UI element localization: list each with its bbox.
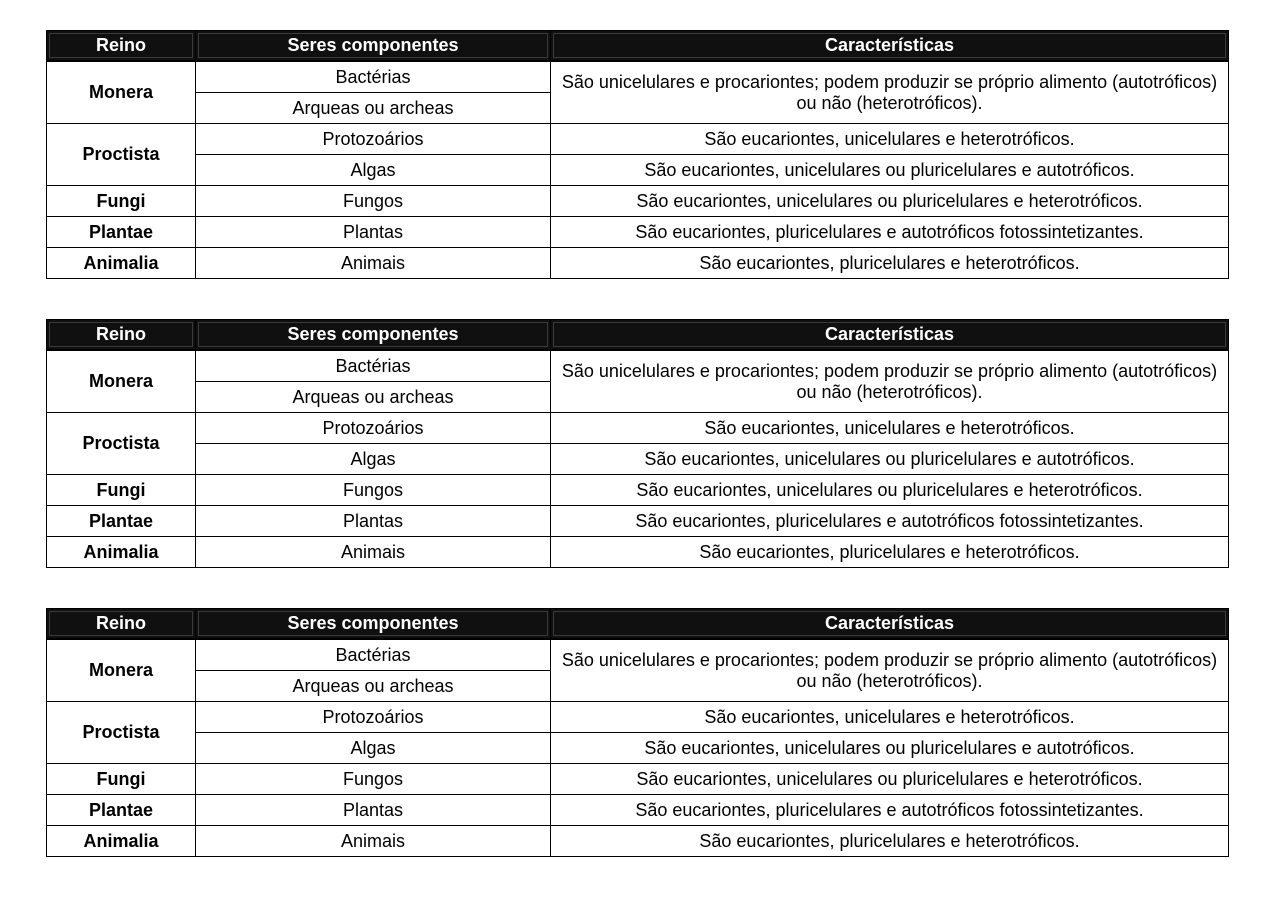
- caracteristicas-cell: São eucariontes, unicelulares e heterotróficos.: [551, 702, 1229, 733]
- seres-cell: Protozoários: [196, 702, 551, 733]
- caracteristicas-cell: São eucariontes, unicelulares ou pluricelulares e autotróficos.: [551, 733, 1229, 764]
- seres-cell: Arqueas ou archeas: [196, 93, 551, 124]
- caracteristicas-cell: São unicelulares e procariontes; podem produzir se próprio alimento (autotróficos) ou não (heterotróficos).: [551, 350, 1229, 413]
- seres-cell: Plantas: [196, 217, 551, 248]
- table-row: [47, 350, 1229, 382]
- reino-cell-fungi: Fungi: [47, 186, 196, 217]
- table-row: [47, 124, 1229, 155]
- kingdoms-table-3: [46, 608, 1229, 857]
- table-row: [47, 217, 1229, 248]
- seres-cell: Algas: [196, 733, 551, 764]
- header-reino: Reino: [47, 31, 196, 62]
- caracteristicas-cell: São eucariontes, unicelulares ou pluricelulares e heterotróficos.: [551, 475, 1229, 506]
- header-seres-componentes: Seres componentes: [196, 31, 551, 62]
- seres-cell: Algas: [196, 444, 551, 475]
- reino-cell-plantae: Plantae: [47, 506, 196, 537]
- table-row: [47, 702, 1229, 733]
- header-caracteristicas: Características: [551, 320, 1229, 351]
- seres-cell: Animais: [196, 248, 551, 279]
- caracteristicas-cell: São eucariontes, pluricelulares e heterotróficos.: [551, 248, 1229, 279]
- caracteristicas-cell: São eucariontes, unicelulares e heterotróficos.: [551, 413, 1229, 444]
- table-row: [47, 475, 1229, 506]
- caracteristicas-cell: São eucariontes, unicelulares ou pluricelulares e heterotróficos.: [551, 186, 1229, 217]
- seres-cell: Arqueas ou archeas: [196, 382, 551, 413]
- seres-cell: Plantas: [196, 795, 551, 826]
- caracteristicas-cell: São eucariontes, pluricelulares e autotróficos fotossintetizantes.: [551, 795, 1229, 826]
- kingdoms-table-1: [46, 30, 1229, 279]
- seres-cell: Fungos: [196, 186, 551, 217]
- table-row: [47, 155, 1229, 186]
- reino-cell-plantae: Plantae: [47, 795, 196, 826]
- table-row: [47, 639, 1229, 671]
- reino-cell-plantae: Plantae: [47, 217, 196, 248]
- seres-cell: Arqueas ou archeas: [196, 671, 551, 702]
- reino-cell-monera: Monera: [47, 350, 196, 413]
- table-row: [47, 186, 1229, 217]
- seres-cell: Fungos: [196, 475, 551, 506]
- header-reino: Reino: [47, 320, 196, 351]
- header-row: [47, 320, 1229, 351]
- reino-cell-monera: Monera: [47, 61, 196, 124]
- seres-cell: Animais: [196, 826, 551, 857]
- seres-cell: Fungos: [196, 764, 551, 795]
- reino-cell-proctista: Proctista: [47, 413, 196, 475]
- caracteristicas-cell: São eucariontes, unicelulares e heterotróficos.: [551, 124, 1229, 155]
- kingdoms-table-2: [46, 319, 1229, 568]
- reino-cell-proctista: Proctista: [47, 702, 196, 764]
- caracteristicas-cell: São eucariontes, unicelulares ou pluricelulares e autotróficos.: [551, 155, 1229, 186]
- caracteristicas-cell: São unicelulares e procariontes; podem produzir se próprio alimento (autotróficos) ou não (heterotróficos).: [551, 61, 1229, 124]
- table-row: [47, 795, 1229, 826]
- seres-cell: Plantas: [196, 506, 551, 537]
- caracteristicas-cell: São eucariontes, unicelulares ou pluricelulares e autotróficos.: [551, 444, 1229, 475]
- header-reino: Reino: [47, 609, 196, 640]
- table-row: [47, 248, 1229, 279]
- caracteristicas-cell: São eucariontes, pluricelulares e autotróficos fotossintetizantes.: [551, 217, 1229, 248]
- table-row: [47, 733, 1229, 764]
- table-row: [47, 61, 1229, 93]
- reino-cell-animalia: Animalia: [47, 248, 196, 279]
- caracteristicas-cell: São eucariontes, pluricelulares e heterotróficos.: [551, 826, 1229, 857]
- reino-cell-fungi: Fungi: [47, 764, 196, 795]
- seres-cell: Protozoários: [196, 413, 551, 444]
- header-caracteristicas: Características: [551, 609, 1229, 640]
- table-row: [47, 826, 1229, 857]
- reino-cell-monera: Monera: [47, 639, 196, 702]
- caracteristicas-cell: São unicelulares e procariontes; podem produzir se próprio alimento (autotróficos) ou não (heterotróficos).: [551, 639, 1229, 702]
- header-seres-componentes: Seres componentes: [196, 320, 551, 351]
- caracteristicas-cell: São eucariontes, pluricelulares e autotróficos fotossintetizantes.: [551, 506, 1229, 537]
- table-row: [47, 537, 1229, 568]
- header-row: [47, 31, 1229, 62]
- table-row: [47, 413, 1229, 444]
- caracteristicas-cell: São eucariontes, unicelulares ou pluricelulares e heterotróficos.: [551, 764, 1229, 795]
- table-row: [47, 764, 1229, 795]
- seres-cell: Protozoários: [196, 124, 551, 155]
- seres-cell: Bactérias: [196, 350, 551, 382]
- reino-cell-proctista: Proctista: [47, 124, 196, 186]
- seres-cell: Algas: [196, 155, 551, 186]
- header-row: [47, 609, 1229, 640]
- reino-cell-fungi: Fungi: [47, 475, 196, 506]
- caracteristicas-cell: São eucariontes, pluricelulares e heterotróficos.: [551, 537, 1229, 568]
- seres-cell: Bactérias: [196, 61, 551, 93]
- seres-cell: Animais: [196, 537, 551, 568]
- header-seres-componentes: Seres componentes: [196, 609, 551, 640]
- document-page: [46, 30, 1228, 897]
- reino-cell-animalia: Animalia: [47, 826, 196, 857]
- header-caracteristicas: Características: [551, 31, 1229, 62]
- table-row: [47, 506, 1229, 537]
- table-row: [47, 444, 1229, 475]
- seres-cell: Bactérias: [196, 639, 551, 671]
- reino-cell-animalia: Animalia: [47, 537, 196, 568]
